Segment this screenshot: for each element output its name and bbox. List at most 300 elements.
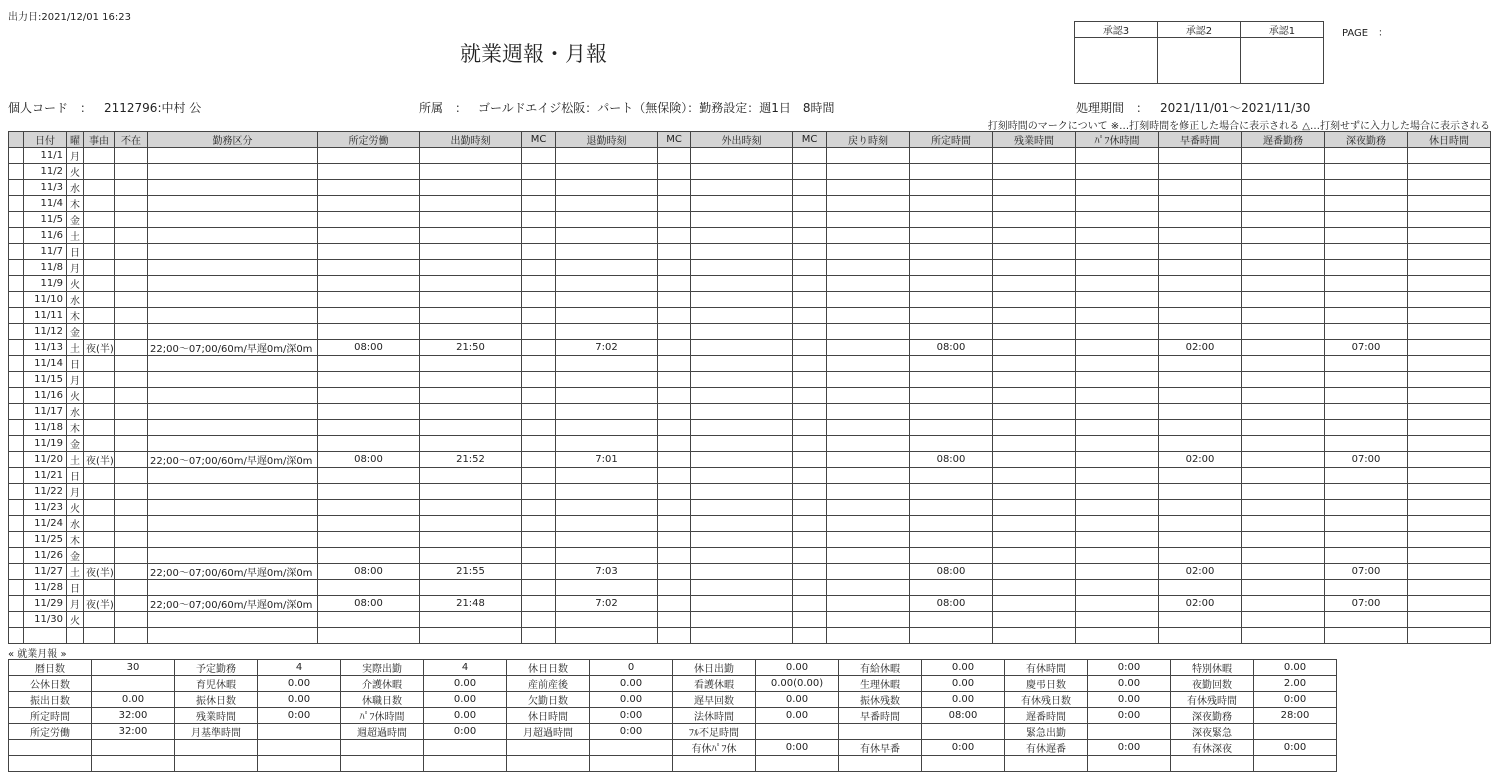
row-mark-cell bbox=[9, 468, 24, 484]
table-cell bbox=[658, 372, 691, 388]
table-cell bbox=[1076, 260, 1159, 276]
summary-value: 0.00 bbox=[922, 676, 1005, 692]
table-cell bbox=[1325, 164, 1408, 180]
table-cell: 火 bbox=[67, 388, 84, 404]
table-cell bbox=[993, 308, 1076, 324]
table-cell: 11/12 bbox=[24, 324, 67, 340]
table-cell bbox=[420, 148, 522, 164]
daily-attendance-table bbox=[8, 131, 1491, 644]
table-cell bbox=[115, 148, 148, 164]
table-cell bbox=[691, 420, 793, 436]
table-cell: 火 bbox=[67, 612, 84, 628]
table-cell bbox=[148, 500, 318, 516]
table-cell: 木 bbox=[67, 532, 84, 548]
table-cell bbox=[556, 292, 658, 308]
table-cell: 7:02 bbox=[556, 340, 658, 356]
table-cell bbox=[1325, 420, 1408, 436]
summary-label: 有休ﾊﾟﾌ休 bbox=[673, 740, 756, 756]
table-cell bbox=[910, 548, 993, 564]
table-cell bbox=[691, 404, 793, 420]
table-cell bbox=[115, 164, 148, 180]
table-cell bbox=[84, 612, 115, 628]
summary-value: 0.00 bbox=[590, 676, 673, 692]
table-cell bbox=[793, 180, 827, 196]
table-cell bbox=[148, 420, 318, 436]
table-cell: 02:00 bbox=[1159, 452, 1242, 468]
table-cell bbox=[1242, 324, 1325, 340]
table-cell: 11/20 bbox=[24, 452, 67, 468]
table-cell bbox=[84, 580, 115, 596]
summary-value bbox=[756, 756, 839, 772]
row-mark-cell bbox=[9, 484, 24, 500]
summary-label: 遅早回数 bbox=[673, 692, 756, 708]
table-cell bbox=[993, 468, 1076, 484]
table-cell bbox=[1242, 532, 1325, 548]
column-header: 早番時間 bbox=[1159, 132, 1242, 148]
table-cell bbox=[84, 244, 115, 260]
table-cell bbox=[993, 196, 1076, 212]
table-cell bbox=[556, 308, 658, 324]
table-cell bbox=[691, 196, 793, 212]
summary-value bbox=[590, 740, 673, 756]
table-cell bbox=[1408, 324, 1491, 340]
summary-label: 公休日数 bbox=[9, 676, 92, 692]
table-cell bbox=[691, 612, 793, 628]
table-row bbox=[9, 500, 1491, 516]
table-cell: 11/17 bbox=[24, 404, 67, 420]
table-cell bbox=[420, 212, 522, 228]
table-row bbox=[9, 388, 1491, 404]
table-cell bbox=[318, 212, 420, 228]
column-header: 外出時刻 bbox=[691, 132, 793, 148]
page-title: 就業週報・月報 bbox=[460, 42, 607, 66]
table-cell bbox=[691, 212, 793, 228]
row-mark-cell bbox=[9, 548, 24, 564]
table-cell bbox=[658, 612, 691, 628]
table-cell: 11/8 bbox=[24, 260, 67, 276]
column-header: 退勤時刻 bbox=[556, 132, 658, 148]
row-mark-cell bbox=[9, 628, 24, 644]
table-cell bbox=[556, 212, 658, 228]
table-cell bbox=[793, 468, 827, 484]
summary-value: 0:00 bbox=[590, 724, 673, 740]
table-cell bbox=[993, 340, 1076, 356]
table-cell bbox=[1242, 340, 1325, 356]
table-cell: 水 bbox=[67, 516, 84, 532]
table-cell bbox=[691, 292, 793, 308]
table-cell bbox=[793, 164, 827, 180]
summary-label: 休日時間 bbox=[507, 708, 590, 724]
table-cell bbox=[1159, 308, 1242, 324]
summary-label: 緊急出勤 bbox=[1005, 724, 1088, 740]
table-cell bbox=[556, 244, 658, 260]
table-cell bbox=[148, 244, 318, 260]
table-cell bbox=[556, 356, 658, 372]
summary-value: 32:00 bbox=[92, 708, 175, 724]
table-cell bbox=[522, 580, 556, 596]
monthly-section-label: « 就業月報 » bbox=[8, 649, 67, 660]
table-cell: 月 bbox=[67, 596, 84, 612]
row-mark-cell bbox=[9, 372, 24, 388]
table-cell bbox=[148, 212, 318, 228]
table-cell bbox=[1408, 532, 1491, 548]
table-cell bbox=[1159, 276, 1242, 292]
table-cell: 11/21 bbox=[24, 468, 67, 484]
table-cell: 土 bbox=[67, 340, 84, 356]
table-cell bbox=[658, 468, 691, 484]
column-header: 所定労働 bbox=[318, 132, 420, 148]
table-cell: 11/9 bbox=[24, 276, 67, 292]
table-cell bbox=[1076, 148, 1159, 164]
table-cell bbox=[1408, 212, 1491, 228]
table-cell bbox=[556, 500, 658, 516]
table-cell: 22;00～07;00/60m/早遅0m/深0m bbox=[148, 340, 318, 356]
table-cell bbox=[1242, 468, 1325, 484]
column-header: 戻り時刻 bbox=[827, 132, 910, 148]
summary-row bbox=[9, 676, 1337, 692]
table-cell: 11/26 bbox=[24, 548, 67, 564]
table-cell bbox=[658, 340, 691, 356]
table-cell bbox=[1159, 388, 1242, 404]
table-cell: 02:00 bbox=[1159, 340, 1242, 356]
table-cell bbox=[115, 196, 148, 212]
table-cell bbox=[793, 356, 827, 372]
table-cell bbox=[522, 612, 556, 628]
table-cell bbox=[556, 324, 658, 340]
summary-value bbox=[922, 756, 1005, 772]
summary-label: 週超過時間 bbox=[341, 724, 424, 740]
table-cell bbox=[420, 612, 522, 628]
table-cell bbox=[1408, 308, 1491, 324]
table-cell: 水 bbox=[67, 180, 84, 196]
table-cell bbox=[1325, 308, 1408, 324]
table-cell bbox=[1159, 164, 1242, 180]
table-cell bbox=[793, 404, 827, 420]
table-cell bbox=[1076, 388, 1159, 404]
table-cell bbox=[115, 580, 148, 596]
table-cell bbox=[318, 436, 420, 452]
table-cell bbox=[84, 276, 115, 292]
table-cell bbox=[1408, 468, 1491, 484]
table-cell bbox=[691, 580, 793, 596]
table-row bbox=[9, 164, 1491, 180]
table-cell bbox=[658, 580, 691, 596]
table-cell bbox=[1159, 196, 1242, 212]
table-cell bbox=[522, 404, 556, 420]
table-cell bbox=[1159, 628, 1242, 644]
table-cell bbox=[556, 276, 658, 292]
table-cell bbox=[993, 532, 1076, 548]
table-cell bbox=[318, 292, 420, 308]
table-cell bbox=[115, 292, 148, 308]
table-cell bbox=[115, 564, 148, 580]
summary-value: 0:00 bbox=[1088, 660, 1171, 676]
table-cell bbox=[318, 244, 420, 260]
summary-value: 0.00 bbox=[590, 692, 673, 708]
table-cell bbox=[691, 164, 793, 180]
summary-label: 有休早番 bbox=[839, 740, 922, 756]
summary-label: 残業時間 bbox=[175, 708, 258, 724]
table-cell bbox=[148, 324, 318, 340]
table-cell bbox=[522, 148, 556, 164]
table-cell bbox=[1408, 372, 1491, 388]
table-cell bbox=[420, 228, 522, 244]
row-mark-cell bbox=[9, 260, 24, 276]
table-cell bbox=[1159, 500, 1242, 516]
row-mark-cell bbox=[9, 404, 24, 420]
table-cell bbox=[910, 308, 993, 324]
table-cell bbox=[910, 324, 993, 340]
table-cell bbox=[793, 612, 827, 628]
table-cell bbox=[522, 548, 556, 564]
table-cell bbox=[1408, 340, 1491, 356]
table-cell bbox=[1076, 340, 1159, 356]
summary-label: 振休日数 bbox=[175, 692, 258, 708]
table-cell bbox=[658, 228, 691, 244]
table-cell bbox=[420, 180, 522, 196]
table-cell bbox=[793, 628, 827, 644]
table-cell: 11/11 bbox=[24, 308, 67, 324]
table-cell bbox=[318, 628, 420, 644]
summary-value: 08:00 bbox=[922, 708, 1005, 724]
table-cell bbox=[1408, 548, 1491, 564]
summary-value bbox=[424, 740, 507, 756]
table-cell: 11/22 bbox=[24, 484, 67, 500]
table-cell bbox=[1325, 516, 1408, 532]
table-cell bbox=[1076, 292, 1159, 308]
table-cell bbox=[84, 292, 115, 308]
table-cell bbox=[793, 244, 827, 260]
table-cell bbox=[793, 324, 827, 340]
approval-header-3: 承認3 bbox=[1075, 22, 1158, 38]
table-cell bbox=[84, 436, 115, 452]
table-cell bbox=[1408, 452, 1491, 468]
summary-value: 0.00 bbox=[756, 708, 839, 724]
mark-note: 打刻時間のマークについて ※…打刻時間を修正した場合に表示される △…打刻せずに入力した場合に表示される bbox=[987, 121, 1490, 132]
summary-value bbox=[922, 724, 1005, 740]
summary-label: 実際出勤 bbox=[341, 660, 424, 676]
summary-value: 0:00 bbox=[590, 708, 673, 724]
table-cell bbox=[1408, 180, 1491, 196]
table-cell bbox=[910, 228, 993, 244]
table-cell bbox=[148, 516, 318, 532]
summary-label: 看護休暇 bbox=[673, 676, 756, 692]
table-cell bbox=[522, 484, 556, 500]
table-cell bbox=[691, 324, 793, 340]
table-cell bbox=[1242, 276, 1325, 292]
summary-value: 28:00 bbox=[1254, 708, 1337, 724]
row-mark-cell bbox=[9, 388, 24, 404]
row-mark-cell bbox=[9, 420, 24, 436]
table-cell: 日 bbox=[67, 244, 84, 260]
table-cell bbox=[1325, 612, 1408, 628]
table-cell bbox=[148, 180, 318, 196]
table-cell bbox=[84, 228, 115, 244]
table-cell bbox=[556, 436, 658, 452]
table-cell bbox=[691, 356, 793, 372]
table-cell bbox=[1325, 292, 1408, 308]
column-header: 遅番勤務 bbox=[1242, 132, 1325, 148]
table-cell bbox=[148, 468, 318, 484]
summary-value: 32:00 bbox=[92, 724, 175, 740]
table-cell bbox=[148, 164, 318, 180]
table-cell: 日 bbox=[67, 356, 84, 372]
summary-label bbox=[839, 756, 922, 772]
table-cell: 水 bbox=[67, 404, 84, 420]
table-row bbox=[9, 324, 1491, 340]
table-cell bbox=[827, 628, 910, 644]
table-cell bbox=[1242, 212, 1325, 228]
table-cell bbox=[522, 596, 556, 612]
table-row bbox=[9, 196, 1491, 212]
table-cell bbox=[318, 500, 420, 516]
table-cell bbox=[793, 596, 827, 612]
table-cell bbox=[827, 548, 910, 564]
summary-value: 0.00 bbox=[1088, 692, 1171, 708]
row-mark-cell bbox=[9, 356, 24, 372]
table-row bbox=[9, 212, 1491, 228]
table-cell: 11/6 bbox=[24, 228, 67, 244]
table-cell bbox=[910, 292, 993, 308]
summary-label: 特別休暇 bbox=[1171, 660, 1254, 676]
table-cell: 11/27 bbox=[24, 564, 67, 580]
table-cell bbox=[827, 324, 910, 340]
table-cell bbox=[522, 308, 556, 324]
table-cell bbox=[827, 468, 910, 484]
summary-value: 0.00 bbox=[756, 660, 839, 676]
table-cell bbox=[993, 452, 1076, 468]
table-cell bbox=[84, 484, 115, 500]
table-cell bbox=[1159, 212, 1242, 228]
summary-label: 深夜勤務 bbox=[1171, 708, 1254, 724]
table-cell bbox=[1076, 580, 1159, 596]
table-cell: 11/10 bbox=[24, 292, 67, 308]
table-cell: 11/28 bbox=[24, 580, 67, 596]
summary-label bbox=[341, 756, 424, 772]
table-cell bbox=[827, 212, 910, 228]
table-cell bbox=[84, 628, 115, 644]
table-row bbox=[9, 484, 1491, 500]
summary-label: 休日日数 bbox=[507, 660, 590, 676]
table-row bbox=[9, 436, 1491, 452]
table-cell bbox=[556, 628, 658, 644]
table-cell bbox=[1242, 564, 1325, 580]
table-cell bbox=[1076, 468, 1159, 484]
table-cell: 11/24 bbox=[24, 516, 67, 532]
table-cell bbox=[318, 260, 420, 276]
table-cell bbox=[691, 244, 793, 260]
table-cell bbox=[522, 228, 556, 244]
table-cell bbox=[522, 628, 556, 644]
table-cell bbox=[84, 196, 115, 212]
table-cell bbox=[1076, 308, 1159, 324]
table-cell bbox=[1325, 212, 1408, 228]
table-cell bbox=[148, 308, 318, 324]
table-cell bbox=[993, 148, 1076, 164]
table-cell: 08:00 bbox=[318, 340, 420, 356]
table-cell bbox=[522, 340, 556, 356]
table-cell bbox=[420, 196, 522, 212]
table-cell bbox=[1408, 500, 1491, 516]
table-cell bbox=[1242, 404, 1325, 420]
table-cell bbox=[793, 372, 827, 388]
summary-value: 0:00 bbox=[258, 708, 341, 724]
table-cell bbox=[691, 340, 793, 356]
table-cell bbox=[827, 292, 910, 308]
table-cell bbox=[993, 628, 1076, 644]
table-cell bbox=[1159, 612, 1242, 628]
table-cell bbox=[115, 484, 148, 500]
table-cell bbox=[658, 212, 691, 228]
table-cell: 07:00 bbox=[1325, 452, 1408, 468]
table-cell bbox=[827, 612, 910, 628]
table-cell bbox=[910, 244, 993, 260]
table-cell bbox=[556, 180, 658, 196]
table-cell bbox=[115, 260, 148, 276]
table-cell: 07:00 bbox=[1325, 564, 1408, 580]
table-cell bbox=[793, 564, 827, 580]
table-cell bbox=[148, 532, 318, 548]
table-cell bbox=[910, 372, 993, 388]
table-cell bbox=[793, 292, 827, 308]
row-mark-cell bbox=[9, 228, 24, 244]
table-cell bbox=[910, 148, 993, 164]
table-cell bbox=[556, 580, 658, 596]
table-cell bbox=[522, 532, 556, 548]
table-cell bbox=[827, 500, 910, 516]
table-cell bbox=[556, 388, 658, 404]
table-cell bbox=[827, 308, 910, 324]
table-cell bbox=[67, 628, 84, 644]
table-cell: 金 bbox=[67, 436, 84, 452]
table-cell bbox=[1159, 180, 1242, 196]
table-cell bbox=[115, 516, 148, 532]
table-cell bbox=[993, 260, 1076, 276]
period-label: 処理期間 ： bbox=[1076, 101, 1149, 115]
row-mark-cell bbox=[9, 180, 24, 196]
table-cell: 木 bbox=[67, 196, 84, 212]
summary-value: 0.00 bbox=[922, 692, 1005, 708]
summary-label: 所定時間 bbox=[9, 708, 92, 724]
summary-label: 産前産後 bbox=[507, 676, 590, 692]
table-cell bbox=[556, 468, 658, 484]
table-cell bbox=[658, 436, 691, 452]
table-cell bbox=[522, 292, 556, 308]
table-cell bbox=[910, 612, 993, 628]
table-cell bbox=[1242, 388, 1325, 404]
table-cell bbox=[827, 484, 910, 500]
table-row bbox=[9, 468, 1491, 484]
table-cell bbox=[556, 420, 658, 436]
table-cell bbox=[1408, 564, 1491, 580]
summary-label: 有休時間 bbox=[1005, 660, 1088, 676]
table-cell bbox=[910, 532, 993, 548]
summary-row bbox=[9, 708, 1337, 724]
table-cell bbox=[658, 420, 691, 436]
summary-value: 0.00 bbox=[1254, 660, 1337, 676]
table-cell bbox=[691, 372, 793, 388]
row-mark-cell bbox=[9, 612, 24, 628]
column-header: 勤務区分 bbox=[148, 132, 318, 148]
summary-label bbox=[673, 756, 756, 772]
table-cell bbox=[84, 500, 115, 516]
table-cell bbox=[1159, 580, 1242, 596]
row-mark-cell bbox=[9, 340, 24, 356]
row-mark-cell bbox=[9, 308, 24, 324]
table-cell bbox=[318, 532, 420, 548]
table-cell bbox=[827, 580, 910, 596]
table-cell bbox=[910, 356, 993, 372]
